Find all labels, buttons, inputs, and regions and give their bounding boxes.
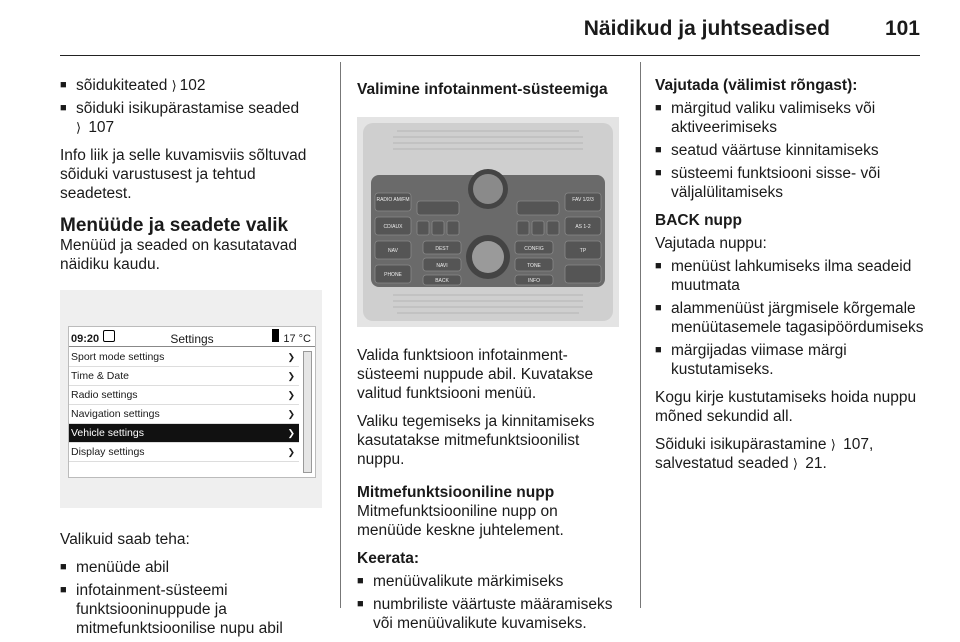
list-item: ■ menüüvalikute märkimiseks [357, 572, 625, 591]
screen-time: 09:20 [71, 333, 100, 345]
column-left [60, 76, 328, 642]
section-heading: Mitmefunktsiooniline nupp [357, 484, 555, 501]
page-ref[interactable]: 102 [179, 77, 206, 94]
label-turn: Keerata: [357, 550, 420, 567]
paragraph: Mitmefunktsiooniline nupp on menüüde keskne juhtelement. [357, 503, 564, 539]
panel-label: FAV 1/2/3 [572, 197, 594, 203]
chevron-right-icon: ❯ [287, 447, 295, 457]
chevron-right-icon: ❯ [287, 428, 295, 438]
thermometer-icon [272, 329, 279, 342]
turn-list [357, 572, 625, 633]
page-number: 101 [884, 17, 920, 40]
column-right [655, 76, 930, 482]
chevron-right-icon: ❯ [287, 371, 295, 381]
back-button-heading: BACK nupp [655, 212, 742, 229]
page-header [60, 0, 920, 56]
panel-label: RADIO AM/FM [376, 197, 410, 203]
list-item: ■ märgitud valiku valimiseks või aktiveerimiseks [655, 99, 930, 137]
reference-paragraph: Sõiduki isikupärastamine ⟩ 107, salvestatud seaded ⟩ 21. [655, 436, 874, 472]
infotainment-panel-figure [357, 117, 619, 327]
screen-status-bar [69, 327, 315, 347]
paragraph: Valiku tegemiseks ja kinnitamiseks kasutatakse mitmefunktsioonilist nuppu. [357, 413, 595, 468]
page-ref-icon: ⟩ [76, 120, 82, 135]
panel-label: CD/AUX [383, 224, 403, 230]
column-divider [340, 62, 341, 608]
panel-label: TP [579, 248, 587, 254]
paragraph: Kogu kirje kustutamiseks hoida nuppu mõned sekundid all. [655, 389, 917, 425]
page-ref-icon: ⟩ [792, 456, 798, 471]
list-item: ■ sõiduki isikupärastamise seaded ⟩ 107 [60, 99, 328, 137]
section-heading: Valimine infotainment-süsteemiga [357, 81, 608, 98]
list-top [60, 76, 328, 137]
paragraph: Menüüd ja seaded on kasutatavad näidiku kaudu. [60, 237, 297, 273]
list-item: ■ süsteemi funktsiooni sisse- või väljalülitamiseks [655, 164, 930, 202]
list-item: ■ numbriliste väärtuste määramiseks või menüüvalikute kuvamiseks. [357, 595, 625, 633]
column-divider [640, 62, 641, 608]
chevron-right-icon: ❯ [287, 352, 295, 362]
chevron-right-icon: ❯ [287, 390, 295, 400]
screen-temperature: 17 °C [283, 333, 311, 345]
panel-label: CONFIG [524, 246, 544, 252]
panel-label: TONE [527, 263, 541, 269]
section-heading: Menüüde ja seadete valik [60, 215, 289, 236]
panel-label: PHONE [384, 272, 402, 278]
panel-label: NAV [388, 248, 398, 254]
paragraph: Vajutada nuppu: [655, 235, 767, 252]
list-item: ■ alammenüüst järgmisele kõrgemale menüütasemele tagasipöördumiseks [655, 299, 930, 337]
scrollbar [303, 351, 312, 473]
display-screen [68, 326, 316, 478]
list-item: ■ infotainment-süsteemi funktsiooninuppude ja mitmefunktsioonilise nupu abil [60, 581, 328, 638]
paragraph: Info liik ja selle kuvamisviis sõltuvad sõiduki varustusest ja tehtud seadetest. [60, 147, 307, 202]
list-bottom [60, 558, 328, 638]
back-list [655, 257, 930, 379]
menu-item-vehicle: Vehicle settings ❯ [69, 424, 299, 443]
page-title: Näidikud ja juhtseadised [583, 17, 830, 40]
paragraph: Valida funktsioon infotainment-süsteemi nuppude abil. Kuvatakse valitud funktsiooni menüü. [357, 347, 594, 402]
menu-item-radio: Radio settings ❯ [69, 386, 299, 405]
column-middle [357, 76, 625, 642]
menu-item-sport-mode: Sport mode settings ❯ [69, 348, 299, 367]
settings-menu [69, 348, 299, 462]
list-item: ■ sõidukiteated ⟩ 102 [60, 76, 328, 95]
label-press: Vajutada (välimist rõngast): [655, 77, 858, 94]
screen-title: Settings [170, 332, 214, 346]
menu-item-time-date: Time & Date ❯ [69, 367, 299, 386]
page-ref-icon: ⟩ [171, 78, 177, 93]
press-list [655, 99, 930, 202]
menu-item-navigation: Navigation settings ❯ [69, 405, 299, 424]
list-item: ■ menüüst lahkumiseks ilma seadeid muutmata [655, 257, 930, 295]
chevron-right-icon: ❯ [287, 409, 295, 419]
list-item: ■ menüüde abil [60, 558, 328, 577]
menu-item-display: Display settings ❯ [69, 443, 299, 462]
panel-label: BACK [435, 278, 449, 284]
list-item: ■ märgijadas viimase märgi kustutamiseks. [655, 341, 930, 379]
panel-label: NAVI [436, 263, 448, 269]
panel-label: INFO [528, 278, 540, 284]
panel-label: AS 1-2 [575, 224, 591, 230]
list-item: ■ seatud väärtuse kinnitamiseks [655, 141, 930, 160]
page-ref[interactable]: 107 [88, 119, 115, 136]
panel-label: DEST [435, 246, 449, 252]
page-ref[interactable]: 21. [805, 455, 827, 472]
settings-screen-figure [60, 290, 322, 508]
page-ref-icon: ⟩ [830, 437, 836, 452]
paragraph: Valikuid saab teha: [60, 531, 190, 548]
page-ref[interactable]: 107, [843, 436, 874, 453]
